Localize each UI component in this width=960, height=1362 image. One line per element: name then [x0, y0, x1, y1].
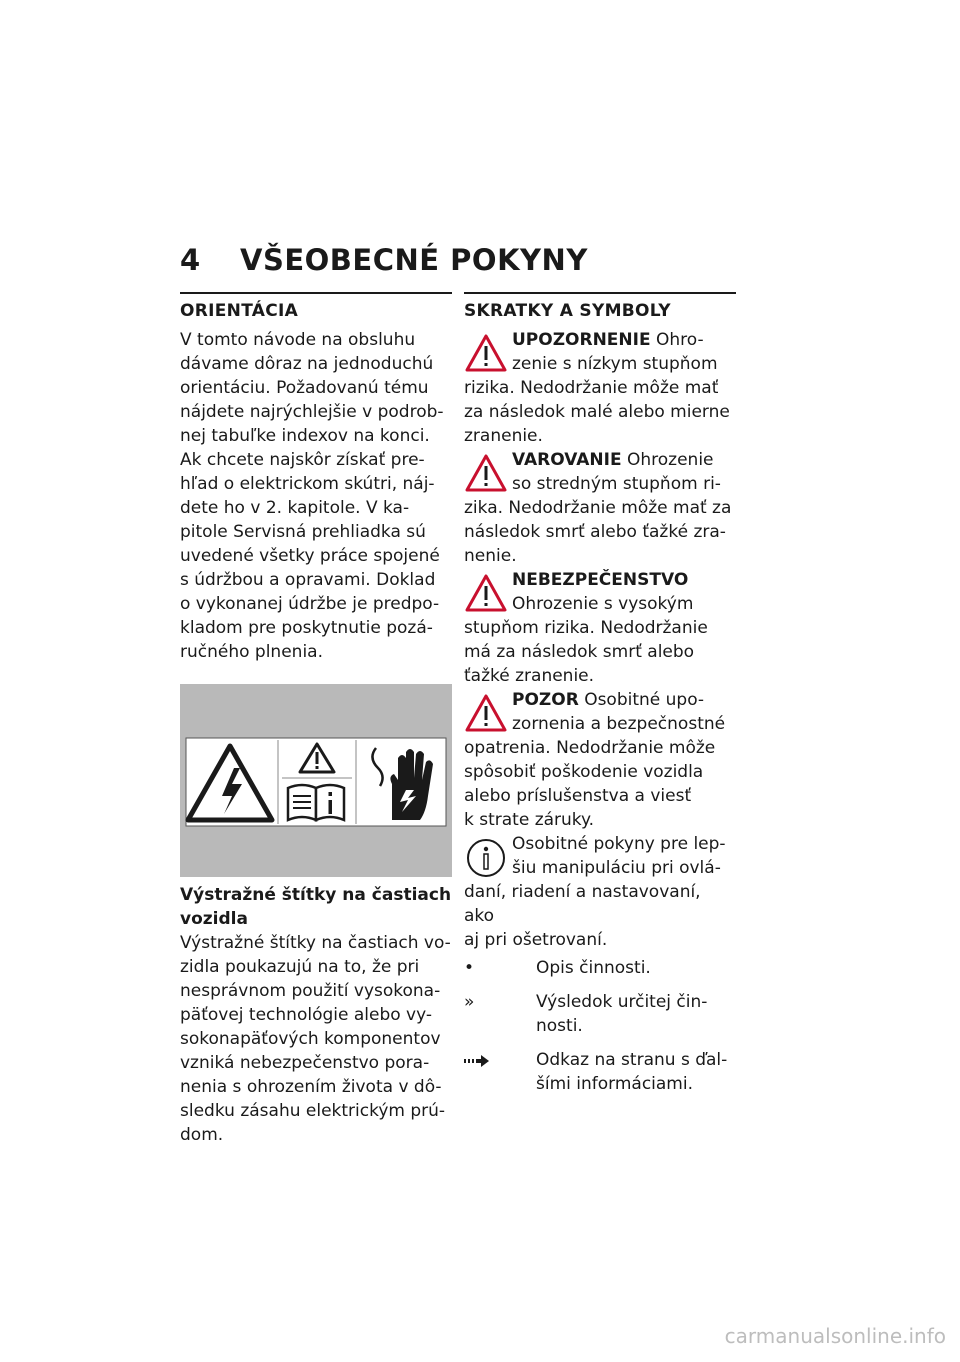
- notice-pozor: POZOR Osobitné upo- zornenia a bezpečnostné opatrenia. Nedodržanie môže spôsobiť poškodenie vozidla alebo príslušenstva a viesť k strate záruky.: [464, 690, 726, 830]
- chapter-number: 4: [180, 243, 201, 277]
- notice-upozornenie: UPOZORNENIE Ohro- zenie s nízkym stupňom rizika. Nedodržanie môže mať za následok malé alebo mierne zranenie.: [464, 330, 730, 446]
- right-column: [464, 292, 736, 1106]
- warning-triangle-icon: [464, 332, 508, 376]
- section-title-symbols: SKRATKY A SYMBOLY: [464, 301, 671, 321]
- left-column: [180, 292, 452, 1147]
- caption-paragraph: Výstražné štítky na častiach vo- zidla poukazujú na to, že pri nesprávnom použití vysokona- päťovej technológie alebo vy- sokonapäťových komponentov vzniká nebezpečenstvo pora- nenia s ohrozením života v dô- sledku zásahu elektrickým prú- dom.: [180, 933, 451, 1145]
- section-rule: [180, 292, 452, 294]
- warning-triangle-icon: [464, 572, 508, 616]
- notice-label: NEBEZPEČENSTVO: [512, 570, 689, 590]
- notice-label: VAROVANIE: [512, 450, 622, 470]
- notice-label: UPOZORNENIE: [512, 330, 651, 350]
- watermark: carmanualsonline.info: [724, 1324, 946, 1348]
- result-arrow-icon: »: [464, 992, 475, 1012]
- section-rule: [464, 292, 736, 294]
- list-item: » Výsledok určitej čin- nosti.: [464, 992, 708, 1036]
- warning-triangle-icon: [464, 692, 508, 736]
- list-item: • Opis činnosti.: [464, 958, 651, 978]
- chapter-heading: [180, 243, 588, 277]
- orientation-paragraph: V tomto návode na obsluhu dávame dôraz na jednoduchú orientáciu. Požadovanú tému nájdete najrýchlejšie v podrob- nej tabuľke indexov na konci. Ak chcete najskôr získať pre- hľad o elektrickom skútri, náj- dete ho v 2. kapitole. V ka- pitole Servisná prehliadka sú uvedené všetky práce spojené s údržbou a opravami. Doklad o vykonanej údržbe je predpo- kladom pre poskytnutie pozá- ručného plnenia.: [180, 330, 444, 662]
- notice-nebezpecenstvo: NEBEZPEČENSTVO Ohrozenie s vysokým stupňom rizika. Nedodržanie má za následok smrť alebo ťažké zranenie.: [464, 570, 708, 686]
- list-item: Odkaz na stranu s ďal- šími informáciami.: [464, 1048, 736, 1096]
- warning-triangle-icon: [464, 452, 508, 496]
- section-title-orientation: ORIENTÁCIA: [180, 301, 299, 321]
- caption-title: Výstražné štítky na častiach vozidla: [180, 885, 452, 929]
- info-icon: [464, 836, 508, 880]
- notice-varovanie: VAROVANIE Ohrozenie so stredným stupňom ri- zika. Nedodržanie môže mať za následok smrť alebo ťažké zra- nenie.: [464, 450, 732, 566]
- notice-label: POZOR: [512, 690, 579, 710]
- symbol-list: [464, 956, 736, 1096]
- warning-labels-photo: [180, 684, 452, 877]
- notice-info: Osobitné pokyny pre lep- šiu manipuláciu pri ovlá- daní, riadení a nastavovaní, ako aj pri ošetrovaní.: [464, 834, 726, 950]
- page-reference-arrow-icon: [464, 1048, 494, 1075]
- chapter-title: VŠEOBECNÉ POKYNY: [240, 243, 588, 277]
- bullet-icon: •: [464, 958, 475, 978]
